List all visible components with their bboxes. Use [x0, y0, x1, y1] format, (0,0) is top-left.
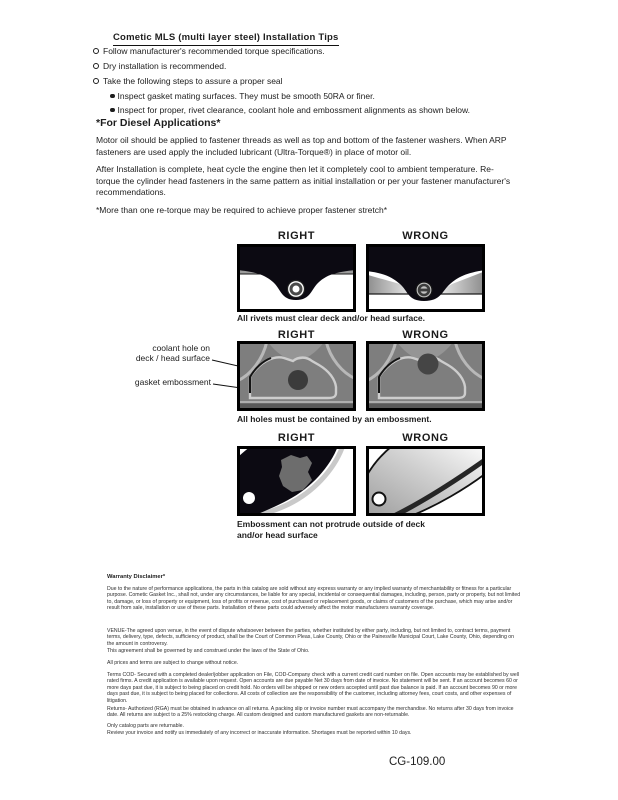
row1-caption: All rivets must clear deck and/or head surface.: [237, 313, 426, 323]
filled-bullet-icon: [110, 94, 115, 99]
row2-caption: All holes must be contained by an embossment.: [237, 414, 432, 424]
diagram-protrusion-wrong: [366, 446, 485, 516]
warranty-paragraph: Due to the nature of performance applications, the parts in this catalog are sold without any express warranty or any implied warranty of merchantability or fitness for a particular purpose. Cometic Gasket Inc., shall not, under any circumstances, be liable for any special, incidental or consequential damages, including, person, party or property, but not limited to, damage, or loss of property or equipment, loss of profits or revenue, cost of purchased or replacement goods, or claims of customers of the purchase, which may arise and/or result from sale, installation or use of these parts. Installation of these parts could adversely affect the motor manufacturers warranty coverage.: [107, 586, 521, 612]
diesel-paragraph-2: After Installation is complete, heat cycle the engine then let it completely cool to ambient temperature. Re-torque the cylinder head fasteners in the same pattern as initial installation or per your fastener manufacturer's recommendations.: [96, 164, 511, 197]
row3-caption: Embossment can not protrude outside of deck and/or head surface: [237, 519, 425, 540]
right-label: RIGHT: [277, 329, 316, 341]
warranty-heading: Warranty Disclaimer*: [107, 574, 166, 580]
list-item: [93, 61, 226, 71]
coolant-hole-annotation: coolant hole on deck / head surface: [135, 343, 210, 363]
diagram-rivet-wrong: [366, 244, 485, 312]
list-item: [93, 46, 325, 56]
bullet-text: Inspect for proper, rivet clearance, coolant hole and embossment alignments as shown below.: [117, 105, 470, 115]
prices-line: All prices and terms are subject to change without notice.: [107, 660, 239, 666]
diagram-rivet-right: [237, 244, 356, 312]
diagram-protrusion-right: [237, 446, 356, 516]
list-item: [110, 105, 470, 115]
bullet-text: Inspect gasket mating surfaces. They must be smooth 50RA or finer.: [117, 91, 375, 101]
catalog-line: Only catalog parts are returnable.: [107, 723, 184, 729]
agreement-line: This agreement shall be governed by and construed under the laws of the State of Ohio.: [107, 648, 310, 654]
filled-bullet-icon: [110, 108, 115, 113]
list-item: [93, 76, 283, 86]
diesel-note: *More than one re-torque may be required to achieve proper fastener stretch*: [96, 205, 388, 215]
open-bullet-icon: [93, 48, 99, 54]
open-bullet-icon: [93, 63, 99, 69]
wrong-label: WRONG: [402, 230, 449, 242]
list-item: [110, 91, 375, 101]
wrong-label: WRONG: [402, 329, 449, 341]
bullet-text: Take the following steps to assure a proper seal: [103, 76, 283, 86]
diagram-embossment-wrong: [366, 341, 485, 411]
diesel-paragraph-1: Motor oil should be applied to fastener threads as well as top and bottom of the fastener washers. When ARP fasteners are used apply the included lubricant (Ultra-Torque®) in place of motor oil.: [96, 135, 507, 157]
diagram-embossment-right: [237, 341, 356, 411]
bullet-text: Dry installation is recommended.: [103, 61, 227, 71]
gasket-embossment-annotation: gasket embossment: [134, 377, 211, 387]
right-label: RIGHT: [277, 230, 316, 242]
page-number: CG-109.00: [389, 756, 446, 768]
returns-paragraph: Returns- Authorized (RGA) must be obtained in advance on all returns. A packing slip or invoice number must accompany the merchandise. No returns after 30 days from invoice date. All returns are subject to a 25% restocking charge. All custom designed and custom manufactured gaskets are non-returnable.: [107, 706, 514, 719]
wrong-label: WRONG: [402, 432, 449, 444]
open-bullet-icon: [93, 78, 99, 84]
right-label: RIGHT: [277, 432, 316, 444]
review-line: Review your invoice and notify us immediately of any incorrect or inaccurate information. Shortages must be reported within 10 days.: [107, 729, 412, 736]
bullet-text: Follow manufacturer's recommended torque specifications.: [103, 46, 325, 56]
page-title-text: Cometic MLS (multi layer steel) Installation Tips: [113, 32, 339, 46]
diesel-heading: *For Diesel Applications*: [96, 117, 221, 129]
terms-paragraph: Terms COD- Secured with a completed dealer/jobber application on File, COD-Company check with a current credit card number on file. Open accounts may be established by well rated firms. A credit application is available upon request. Open accounts are due payable Net 30 days from date of invoice. No statement will be sent. If an account becomes 60 or more days past due, it is subject to being placed on credit hold. No orders will be shipped or new orders accepted until past due balance is paid. If an account becomes 90 or more days past due, it is subject to being placed for collections. All costs of collection are the responsibility of the customer, including attorney fees, court costs, and other expenses of litigation.: [107, 672, 520, 704]
page-title: [113, 27, 339, 45]
venue-paragraph: VENUE-The agreed upon venue, in the event of dispute whatsoever between the parties, whether instituted by either party, including, but not limited to, contract terms, payment terms, delivery, type, defects, sufficiency of product, shall be the Court of Common Pleas, Lake County, Ohio or the Painesville Municipal Court, Lake County, Ohio, depending on the amount in controversy.: [107, 628, 515, 647]
